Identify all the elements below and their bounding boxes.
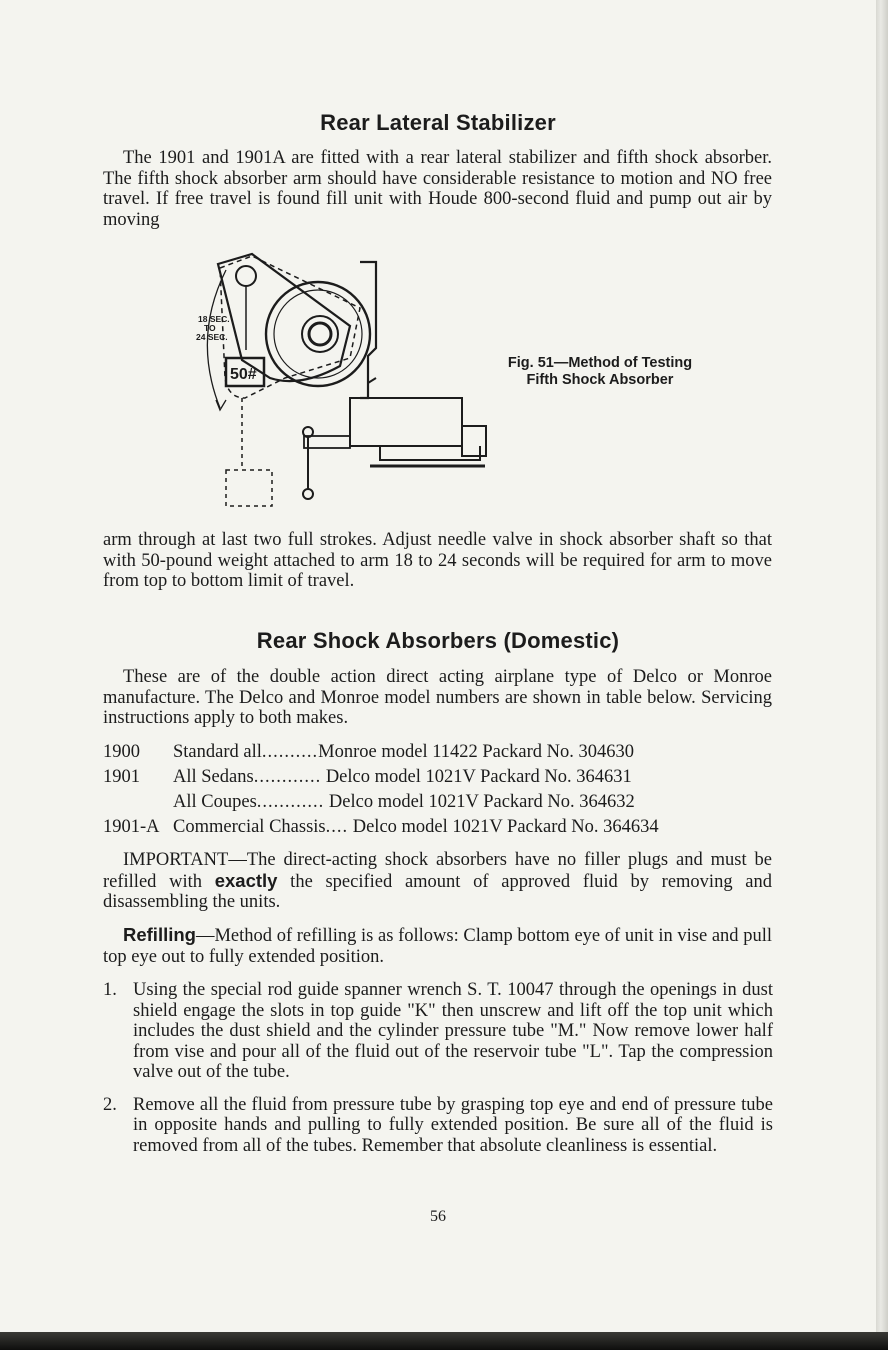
book-spine-edge: [876, 0, 888, 1350]
refilling-paragraph: Refilling—Method of refilling is as follows: Clamp bottom eye of unit in vise and pull top eye out to fully extended position.: [103, 924, 772, 967]
list-item: 1. Using the special rod guide spanner wrench S. T. 10047 through the openings in dust shield engage the slots in top guide "K" then unscrew and lift off the top unit which includes the dust shield and the cylinder pressure tube "M." Now remove lower half from vise and pour all of the fluid out of the reservoir tube "L". Tap the compression valve out of the tube.: [103, 980, 773, 1082]
table-cell-body: All Coupes............ Delco model 1021V Packard No. 364632: [173, 792, 635, 812]
figure-label-sec-top: 18 SEC.: [198, 314, 230, 324]
figure-51-caption: Fig. 51—Method of Testing Fifth Shock Absorber: [507, 355, 693, 388]
table-cell-model: [103, 790, 173, 815]
stabilizer-paragraph-2: arm through at last two full strokes. Adjust needle valve in shock absorber shaft so that with 50-pound weight attached to arm 18 to 24 seconds will be required for arm to move from top to bottom limit of travel.: [103, 530, 772, 591]
figure-51-diagram: [190, 248, 495, 510]
section-title-rear-lateral-stabilizer: Rear Lateral Stabilizer: [320, 110, 556, 135]
important-note: IMPORTANT—The direct-acting shock absorbers have no filler plugs and must be refilled with exactly the specified amount of approved fluid by removing and disassembling the units.: [103, 850, 772, 912]
figure-label-sec-bottom: 24 SEC.: [196, 332, 228, 342]
table-row: [103, 740, 773, 765]
refilling-steps-list: [103, 980, 773, 1156]
table-row: [103, 765, 773, 790]
table-row: [103, 790, 773, 815]
table-cell-model: 1900: [103, 742, 140, 762]
table-cell-model: 1901-A: [103, 817, 160, 837]
figure-label-weight: 50#: [230, 366, 257, 383]
stabilizer-paragraph-1: The 1901 and 1901A are fitted with a rear lateral stabilizer and fifth shock absorber. The fifth shock absorber arm should have considerable resistance to motion and NO free travel. If free travel is found fill unit with Houde 800-second fluid and pump out air by moving: [103, 148, 772, 230]
list-item: 2. Remove all the fluid from pressure tube by grasping top eye and end of pressure tube in opposite hands and pulling to fully extended position. Be sure all of the fluid is removed from all of the tubes. Remember that absolute cleanliness is essential.: [103, 1094, 773, 1156]
model-numbers-table: [103, 740, 773, 840]
table-row: [103, 815, 773, 840]
figure-label-sec-to: TO: [204, 323, 216, 333]
scan-bottom-edge: [0, 1332, 888, 1350]
table-cell-body: Standard all..........Monroe model 11422 Packard No. 304630: [173, 742, 634, 762]
table-cell-body: Commercial Chassis.... Delco model 1021V Packard No. 364634: [173, 817, 659, 837]
section-title-rear-shock-absorbers: Rear Shock Absorbers (Domestic): [256, 628, 620, 653]
page-number: 56: [430, 1208, 446, 1225]
table-cell-body: All Sedans............ Delco model 1021V Packard No. 364631: [173, 767, 632, 787]
table-cell-model: 1901: [103, 767, 140, 787]
shock-absorbers-intro: These are of the double action direct acting airplane type of Delco or Monroe manufacture. The Delco and Monroe model numbers are shown in table below. Servicing instructions apply to both makes.: [103, 667, 772, 728]
